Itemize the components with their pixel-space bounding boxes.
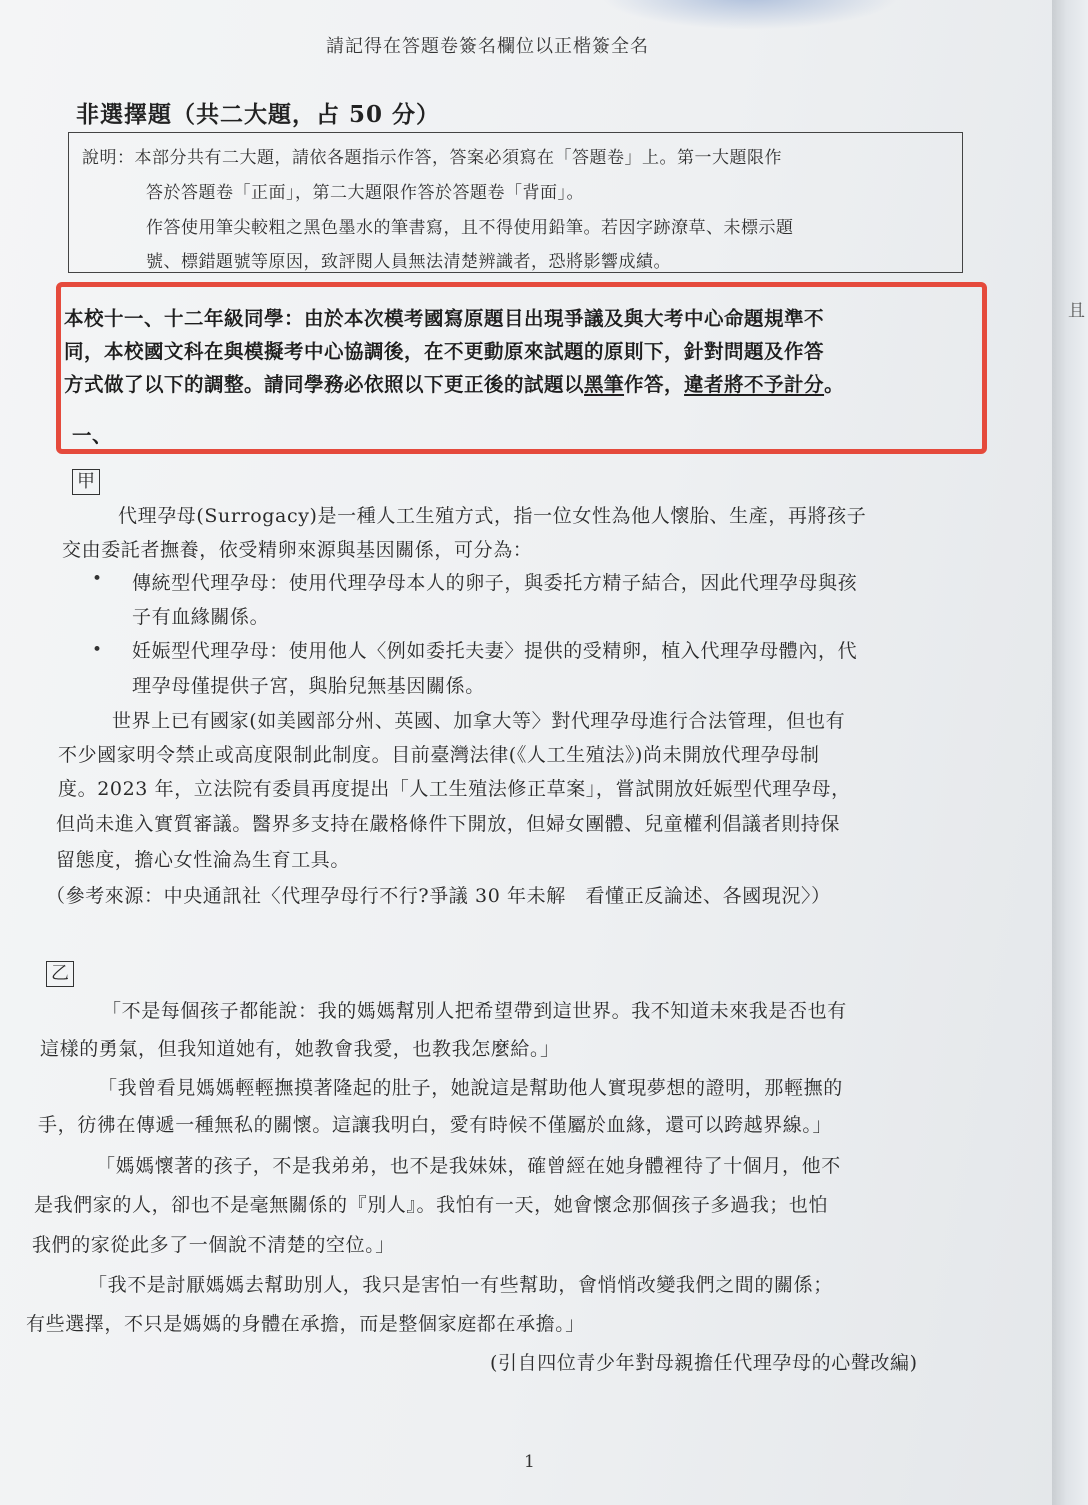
instructions-line: 作答使用筆尖較粗之黑色墨水的筆書寫，且不得使用鉛筆。若因字跡潦草、未標示題 [146,218,794,238]
paper-edge [1052,0,1088,1505]
part-b-source: (引自四位青少年對母親擔任代理孕母的心聲改編) [490,1352,918,1374]
bullet-icon: • [92,569,103,589]
black-pen-underlined: 黑筆 [584,373,625,396]
part-b-quote: 「我不是討厭媽媽去幫助別人，我只是害怕一有些幫助，會悄悄改變我們之間的關係； [88,1274,833,1296]
page-number: 1 [524,1452,535,1472]
no-score-underlined: 違者將不予計分 [684,373,825,396]
notice-line: 同，本校國文科在與模擬考中心協調後，在不更動原來試題的原則下，針對問題及作答 [64,340,825,363]
part-a-label: 甲 [72,469,100,495]
part-a-bullet: 傳統型代理孕母：使用代理孕母本人的卵子，與委托方精子結合，因此代理孕母與孩 [132,572,858,594]
bullet-icon: • [92,640,103,660]
part-a-text: 不少國家明令禁止或高度限制此制度。目前臺灣法律(《人工生殖法》)尚未開放代理孕母制 [58,744,820,766]
part-b-quote: 是我們家的人，卻也不是毫無關係的『別人』。我怕有一天，她會懷念那個孩子多過我；也怕 [34,1194,829,1216]
part-b-quote: 我們的家從此多了一個說不清楚的空位。」 [32,1234,395,1256]
part-b-quote: 「媽媽懷著的孩子，不是我弟弟，也不是我妹妹，確曾經在她身體裡待了十個月，他不 [96,1155,841,1177]
instructions-line: 答於答題卷「正面」，第二大題限作答於答題卷「背面」。 [146,183,584,203]
part-a-bullet: 理孕母僅提供子宮，與胎兒無基因關係。 [132,675,485,697]
part-b-quote: 「不是每個孩子都能說：我的媽媽幫別人把希望帶到這世界。我不知道未來我是否也有 [102,1000,847,1022]
part-a-text: 交由委託者撫養，依受精卵來源與基因關係，可分為： [62,539,533,561]
part-b-quote: 「我曾看見媽媽輕輕撫摸著隆起的肚子，她說這是幫助他人實現夢想的證明，那輕撫的 [98,1077,843,1099]
part-a-text: 世界上已有國家(如美國部分州、英國、加拿大等〉對代理孕母進行合法管理，但也有 [112,710,846,732]
part-a-text: 留態度，擔心女性淪為生育工具。 [56,849,351,871]
instructions-line: 說明：本部分共有二大題，請依各題指示作答，答案必須寫在「答題卷」上。第一大題限作 [82,148,782,168]
part-b-quote: 手，彷彿在傳遞一種無私的關懷。這讓我明白，愛有時候不僅屬於血緣，還可以跨越界線。」 [38,1114,833,1136]
page-header: 請記得在答題卷簽名欄位以正楷簽全名 [326,36,649,57]
part-a-text: 代理孕母(Surrogacy)是一種人工生殖方式，指一位女性為他人懷胎、生產，再將孩子 [118,505,867,527]
part-a-text: 度。2023 年，立法院有委員再度提出「人工生殖法修正草案」，嘗試開放妊娠型代理孕母， [58,778,851,800]
part-a-text: 但尚未進入實質審議。醫界多支持在嚴格條件下開放，但婦女團體、兒童權利倡議者則持保 [56,813,841,835]
part-a-bullet: 妊娠型代理孕母：使用他人〈例如委托夫妻〉提供的受精卵，植入代理孕母體內，代 [132,640,858,662]
question-number: 一、 [72,424,113,447]
underlying-page-text: 且 [1068,301,1085,321]
notice-line: 方式做了以下的調整。請同學務必依照以下更正後的試題以黑筆作答，違者將不予計分。 [64,373,845,396]
instructions-line: 號、標錯題號等原因，致評閱人員無法清楚辨識者，恐將影響成績。 [146,252,671,272]
part-b-quote: 有些選擇，不只是媽媽的身體在承擔，而是整個家庭都在承擔。」 [26,1313,585,1335]
part-a-source: （參考來源：中央通訊社〈代理孕母行不行?爭議 30 年未解 看懂正反論述、各國現況〉） [46,885,831,907]
part-a-bullet: 子有血緣關係。 [132,606,270,628]
part-b-quote: 這樣的勇氣，但我知道她有，她教會我愛，也教我怎麼給。」 [40,1038,560,1060]
section-title: 非選擇題（共二大題，占 50 分） [76,101,441,128]
notice-line: 本校十一、十二年級同學：由於本次模考國寫原題目出現爭議及與大考中心命題規準不 [64,307,825,330]
part-b-label: 乙 [46,961,74,987]
